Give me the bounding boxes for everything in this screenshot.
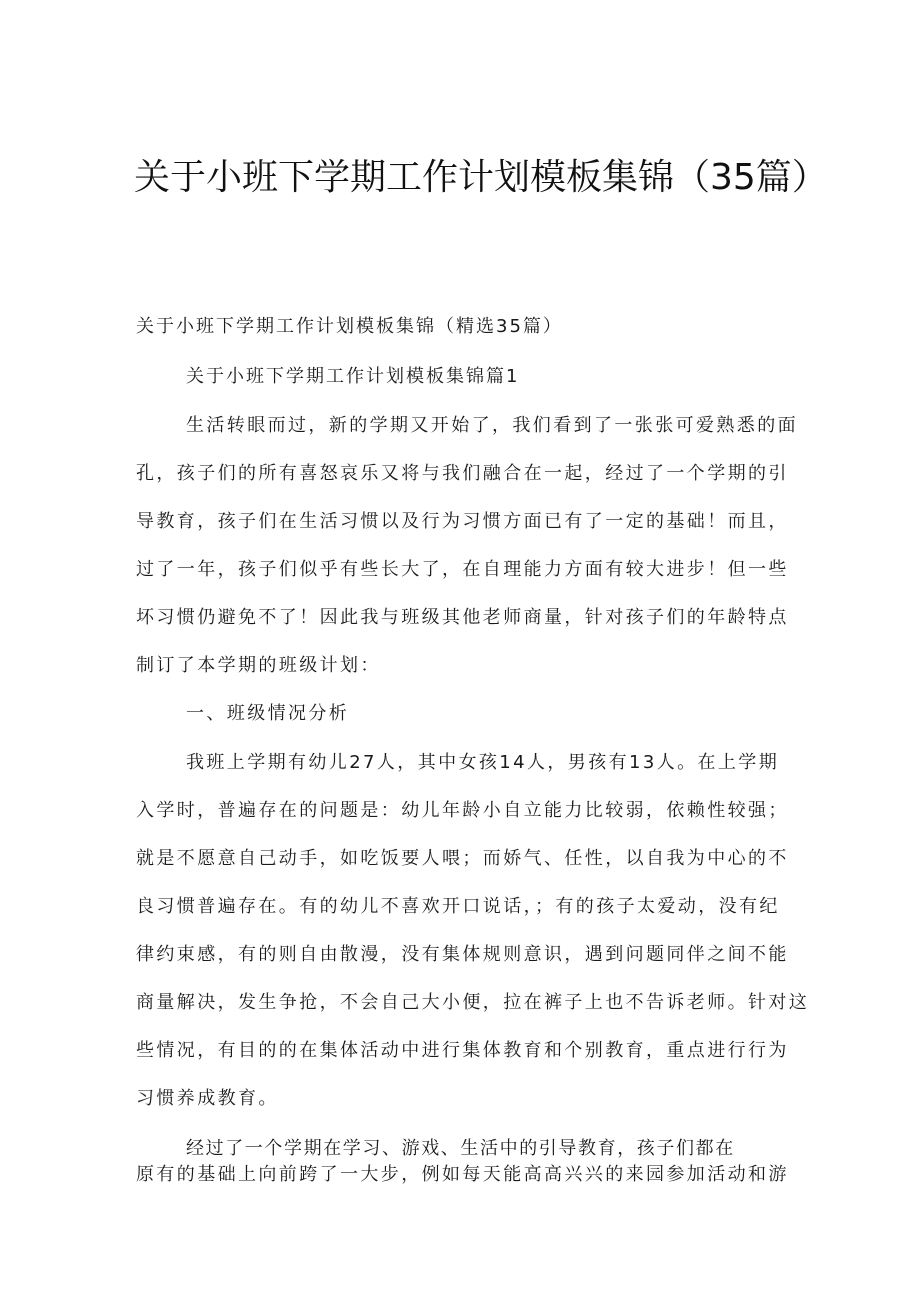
document-title: 关于小班下学期工作计划模板集锦（35篇）: [134, 157, 828, 198]
paragraph-2-line: 我班上学期有幼儿27人，其中女孩14人，男孩有13人。在上学期: [186, 752, 780, 773]
paragraph-2-line: 些情况，有目的的在集体活动中进行集体教育和个别教育，重点进行行为: [136, 1040, 789, 1061]
paragraph-3-line: 经过了一个学期在学习、游戏、生活中的引导教育，孩子们都在: [186, 1138, 735, 1159]
paragraph-2-line: 良习惯普遍存在。有的幼儿不喜欢开口说话，；有的孩子太爱动，没有纪: [136, 896, 780, 917]
paragraph-2-line: 就是不愿意自己动手，如吃饭要人喂；而娇气、任性，以自我为中心的不: [136, 848, 789, 869]
paragraph-2-line: 律约束感，有的则自由散漫，没有集体规则意识，遇到问题同伴之间不能: [136, 944, 789, 965]
section-heading: 一、班级情况分析: [186, 703, 350, 724]
document-subtitle: 关于小班下学期工作计划模板集锦（精选35篇）: [136, 316, 563, 337]
paragraph-1-line: 孔，孩子们的所有喜怒哀乐又将与我们融合在一起，经过了一个学期的引: [136, 463, 789, 484]
paragraph-3-line: 原有的基础上向前跨了一大步，例如每天能高高兴兴的来园参加活动和游: [136, 1164, 789, 1185]
paragraph-1-line: 过了一年，孩子们似乎有些长大了，在自理能力方面有较大进步！但一些: [136, 559, 789, 580]
paragraph-1-line: 生活转眼而过，新的学期又开始了，我们看到了一张张可爱熟悉的面: [186, 415, 798, 436]
paragraph-2-line: 入学时，普遍存在的问题是：幼儿年龄小自立能力比较弱，依赖性较强；: [136, 800, 789, 821]
paragraph-1-line: 制订了本学期的班级计划：: [136, 655, 381, 676]
paragraph-1-line: 坏习惯仍避免不了！因此我与班级其他老师商量，针对孩子们的年龄特点: [136, 607, 789, 628]
paragraph-2-line: 习惯养成教育。: [136, 1088, 279, 1109]
paragraph-1-line: 导教育，孩子们在生活习惯以及行为习惯方面已有了一定的基础！而且，: [136, 511, 789, 532]
article-heading: 关于小班下学期工作计划模板集锦篇1: [186, 366, 520, 387]
paragraph-2-line: 商量解决，发生争抢，不会自己大小便，拉在裤子上也不告诉老师。针对这: [136, 992, 810, 1013]
